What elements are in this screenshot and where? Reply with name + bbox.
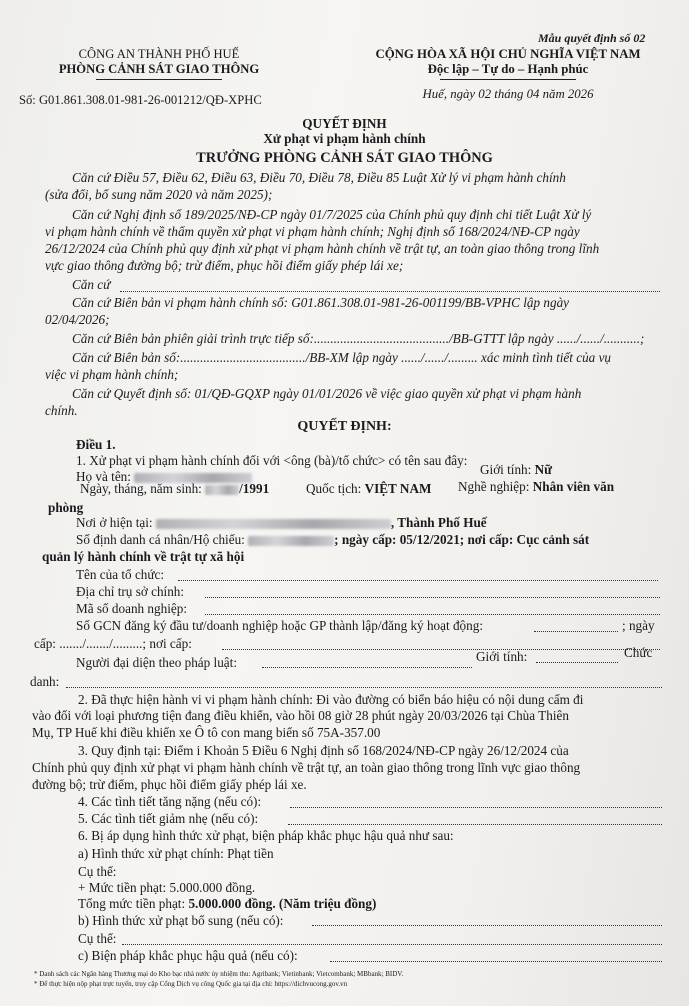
job-label: Nghề nghiệp:: [458, 479, 530, 494]
fine-total-label: Tổng mức tiền phạt:: [78, 896, 186, 911]
ground-decree: Căn cứ Nghị định số 189/2025/NĐ-CP ngày 01/7/2025 của Chính phủ quy định chi tiết Luật Xử lý: [72, 207, 592, 222]
remedial-label: c) Biện pháp khắc phục hậu quả (nếu có):: [78, 948, 298, 963]
job-value-cont: phòng: [48, 500, 84, 515]
gender-row: [480, 462, 552, 478]
ground-delegation: Căn cứ Quyết định số: 01/QĐ-GQXP ngày 01/01/2026 về việc giao quyền xử phạt vi phạm hành: [72, 386, 582, 401]
org-tax-label: Mã số doanh nghiệp:: [76, 601, 187, 616]
rep-position-label: Chức: [624, 645, 653, 660]
dob-row: [80, 481, 269, 497]
address-row: [76, 515, 487, 531]
rep-gender-line: [536, 662, 618, 663]
agency-name: PHÒNG CẢNH SÁT GIAO THÔNG: [58, 62, 260, 76]
ground-decree-3: 26/12/2024 của Chính phủ quy định xử phạt vi phạm hành chính về trật tự, an toàn giao thông trong lĩnh: [45, 241, 600, 256]
ground-other: Căn cứ: [72, 277, 111, 292]
gcn-date-label: ; ngày: [622, 618, 655, 633]
issue-place-line: [222, 649, 660, 650]
fine-total-value: 5.000.000 đồng. (Năm triệu đồng): [188, 896, 377, 911]
ground-law-cont: (sửa đổi, bổ sung năm 2020 và năm 2025);: [45, 187, 273, 202]
violation-p2b: vào đối với loại phương tiện đang điều khiển, vào hồi 08 giờ 28 phút ngày 20/03/2026 tại Chùa Thiên: [32, 708, 569, 723]
org-tax-line: [205, 614, 660, 615]
doc-title: QUYẾT ĐỊNH: [302, 116, 387, 131]
nationality-row: [306, 481, 431, 497]
supplementary-line: [312, 925, 662, 926]
address-city: , Thành Phố Huế: [390, 515, 487, 530]
org-name-line: [178, 580, 658, 581]
nationality-label: Quốc tịch:: [306, 481, 362, 496]
motto-underline: [440, 79, 576, 80]
mitigating-line: [288, 824, 662, 825]
national-motto: Độc lập – Tự do – Hạnh phúc: [427, 62, 589, 76]
penalty-p6: 6. Bị áp dụng hình thức xử phạt, biện pháp khắc phục hậu quả như sau:: [78, 828, 454, 843]
id-row: [76, 532, 589, 548]
nationality-value: VIỆT NAM: [364, 481, 432, 496]
decision-number: Số: G01.861.308.01-981-26-001212/QĐ-XPHC: [19, 93, 262, 107]
aggravating-line: [290, 807, 662, 808]
fine-rate: + Mức tiền phạt: 5.000.000 đồng.: [78, 880, 256, 895]
ground-verification-cont: việc vi phạm hành chính;: [45, 367, 179, 382]
national-title: CỘNG HÒA XÃ HỘI CHỦ NGHĨA VIỆT NAM: [375, 47, 641, 61]
dob-year: /1991: [239, 481, 270, 496]
remedial-line: [330, 961, 662, 962]
supplementary-detail-line: [122, 944, 662, 945]
rep-position-line: [66, 687, 662, 688]
ground-report-date: 02/04/2026;: [45, 312, 110, 327]
article-p1: 1. Xử phạt vi phạm hành chính đối với <ông (bà)/tổ chức> có tên sau đây:: [76, 453, 468, 468]
ground-explanation: Căn cứ Biên bản phiên giải trình trực tiếp số:........................................./BB-GTTT lập ngày ....../....../...........;: [72, 331, 645, 346]
id-label: Số định danh cá nhân/Hộ chiếu:: [76, 532, 245, 547]
issuing-authority: TRƯỞNG PHÒNG CẢNH SÁT GIAO THÔNG: [196, 150, 493, 166]
address-redacted: [156, 519, 391, 529]
gcn-line: [534, 631, 618, 632]
violation-p2a: 2. Đã thực hiện hành vi vi phạm hành chính: Đi vào đường có biển báo hiệu có nội dung cấm đi: [78, 692, 584, 707]
job-value: Nhân viên văn: [532, 479, 615, 494]
footnote-banks: * Danh sách các Ngân hàng Thương mại do Kho bạc nhà nước ủy nhiệm thu: Agribank; Vietinbank; Vietcombank; MBbank; BIDV.: [34, 970, 404, 978]
ground-report: Căn cứ Biên bản vi phạm hành chính số: G01.861.308.01-981-26-001199/BB-VPHC lập ngày: [72, 295, 570, 310]
issue-line: cấp: ......./......./.........; nơi cấp:: [34, 636, 192, 651]
gender-value: Nữ: [534, 462, 553, 477]
ground-delegation-cont: chính.: [45, 403, 78, 418]
ground-decree-4: vực giao thông đường bộ; trừ điểm, phục hồi điểm giấy phép lái xe;: [45, 258, 404, 273]
rep-line: [262, 667, 472, 668]
id-issue: ; ngày cấp: 05/12/2021; nơi cấp: Cục cảnh sát: [334, 532, 590, 547]
ground-other-line: [120, 291, 660, 292]
job-row: [458, 479, 614, 495]
address-label: Nơi ở hiện tại:: [76, 515, 153, 530]
id-redacted: [248, 536, 334, 546]
rep-label: Người đại diện theo pháp luật:: [76, 655, 237, 670]
fine-total-row: [78, 896, 376, 912]
mitigating-label: 5. Các tình tiết giảm nhẹ (nếu có):: [78, 811, 259, 826]
violation-p2c: Mụ, TP Huế khi điều khiển xe Ô tô con mang biển số 75A-357.00: [32, 725, 381, 740]
org-address-label: Địa chỉ trụ sở chính:: [76, 584, 185, 599]
ground-decree-2: vi phạm hành chính về thẩm quyền xử phạt vi phạm hành chính; Nghị định số 168/2024/NĐ-CP ngày: [45, 224, 580, 239]
ground-verification: Căn cứ Biên bản số:....................................../BB-XM lập ngày ....../....../......... xác minh tình tiết của vụ: [72, 350, 612, 365]
ground-law: Căn cứ Điều 57, Điều 62, Điều 63, Điều 70, Điều 78, Điều 85 Luật Xử lý vi phạm hành chính: [72, 170, 566, 185]
dob-redacted: [205, 485, 239, 495]
penalty-main: a) Hình thức xử phạt chính: Phạt tiền: [78, 846, 274, 861]
dob-label: Ngày, tháng, năm sinh:: [80, 481, 202, 496]
org-address-line: [205, 597, 660, 598]
article-title: Điều 1.: [76, 437, 116, 452]
decision-heading: QUYẾT ĐỊNH:: [297, 419, 392, 434]
org-name-label: Tên của tổ chức:: [76, 567, 165, 582]
supplementary-detail-label: Cụ thể:: [78, 931, 117, 946]
penalty-detail-label: Cụ thể:: [78, 864, 117, 879]
supplementary-label: b) Hình thức xử phạt bổ sung (nếu có):: [78, 913, 284, 928]
regulation-p3a: 3. Quy định tại: Điểm i Khoản 5 Điều 6 Nghị định số 168/2024/NĐ-CP ngày 26/12/2024 của: [78, 743, 569, 758]
regulation-p3b: Chính phủ quy định xử phạt vi phạm hành chính về trật tự, an toàn giao thông trong lĩnh vực giao thông: [32, 760, 581, 775]
rep-gender-label: Giới tính:: [476, 649, 528, 664]
regulation-p3c: đường bộ; trừ điểm, phục hồi điểm giấy phép lái xe.: [32, 777, 307, 792]
id-issuer-cont: quản lý hành chính về trật tự xã hội: [42, 549, 245, 564]
gcn-label: Số GCN đăng ký đầu tư/doanh nghiệp hoặc GP thành lập/đăng ký hoạt động:: [76, 618, 483, 633]
gender-label: Giới tính:: [480, 462, 532, 477]
agency-underline: [96, 79, 222, 80]
form-number: Mẫu quyết định số 02: [538, 31, 646, 45]
place-date: Huế, ngày 02 tháng 04 năm 2026: [422, 87, 594, 101]
footnote-online-payment: * Để thực hiện nộp phạt trực tuyến, truy cập Cổng Dịch vụ công Quốc gia tại địa chỉ: https://dichvucong.gov.vn: [34, 980, 348, 988]
aggravating-label: 4. Các tình tiết tăng nặng (nếu có):: [78, 794, 262, 809]
agency-parent: CÔNG AN THÀNH PHỐ HUẾ: [78, 47, 240, 61]
rep-position-cont: danh:: [30, 674, 60, 689]
name-label: Họ và tên:: [76, 469, 131, 484]
doc-subtitle: Xử phạt vi phạm hành chính: [263, 131, 426, 146]
